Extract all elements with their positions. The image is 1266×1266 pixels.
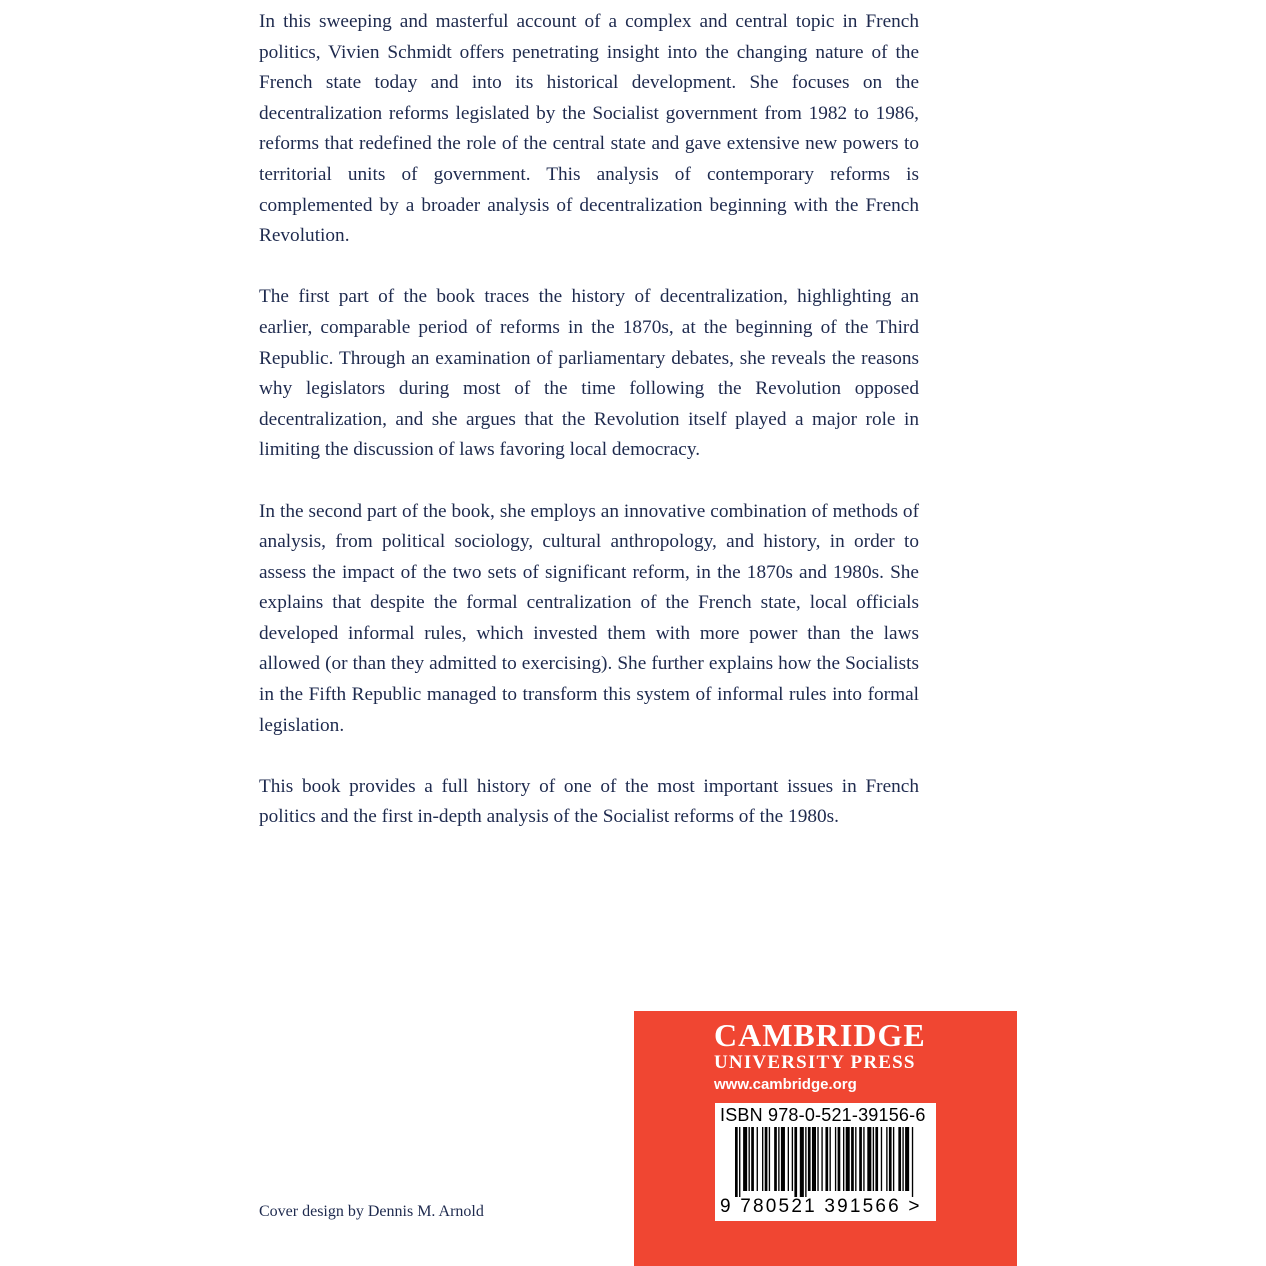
- ean-digits: 9 780521 391566 >: [720, 1196, 922, 1217]
- barcode-bar: [863, 1127, 864, 1191]
- barcode-bar: [905, 1127, 909, 1191]
- barcode-bar: [808, 1127, 811, 1191]
- barcode-bar: [821, 1127, 822, 1191]
- barcode-bar: [902, 1127, 903, 1191]
- barcode-bar: [805, 1127, 806, 1197]
- book-description: [259, 7, 919, 864]
- barcode-bar: [769, 1127, 770, 1191]
- barcode-bar: [794, 1127, 797, 1197]
- barcode-bar: [838, 1127, 841, 1191]
- description-paragraph-1: In this sweeping and masterful account of a complex and central topic in French politics, Vivien Schmidt offers penetrating insight into the changing nature of the French state today and into its historical development. She focuses on the decentralization reforms legislated by the Socialist government from 1982 to 1986, reforms that redefined the role of the central state and gave extensive new powers to territorial units of government. This analysis of contemporary reforms is complemented by a broader analysis of decentralization beginning with the French Revolution.: [259, 11, 919, 247]
- barcode-bar: [762, 1127, 763, 1191]
- barcode-bar: [778, 1127, 779, 1191]
- barcode-bar: [886, 1127, 887, 1191]
- barcode-bar: [781, 1127, 785, 1191]
- barcode-bar: [739, 1127, 740, 1197]
- description-paragraph-4: This book provides a full history of one of the most important issues in French politics and the first in-depth analysis of the Socialist reforms of the 1980s.: [259, 775, 919, 828]
- barcode-bars: [715, 1127, 936, 1197]
- barcode-bar: [867, 1127, 871, 1191]
- barcode-bar: [800, 1127, 804, 1197]
- publisher-website: www.cambridge.org: [714, 1076, 857, 1093]
- barcode-bar: [812, 1127, 816, 1191]
- barcode-bar: [893, 1127, 894, 1191]
- barcode-bar: [859, 1127, 862, 1191]
- barcode-bar: [735, 1127, 738, 1197]
- barcode-bar: [912, 1127, 913, 1197]
- barcode-bar: [855, 1127, 856, 1191]
- barcode-bar: [765, 1127, 768, 1191]
- barcode-bar: [743, 1127, 747, 1191]
- description-paragraph-2: The first part of the book traces the history of decentralization, highlighting an earlier, comparable period of reforms in the 1870s, at the beginning of the Third Republic. Through an examination of parliamentary debates, she reveals the reasons why legislators during most of the time following the Revolution opposed decentralization, and she argues that the Revolution itself played a major role in limiting the discussion of laws favoring local democracy.: [259, 286, 919, 461]
- description-paragraph-3: In the second part of the book, she employs an innovative combination of methods of analysis, from political sociology, cultural anthropology, and history, in order to assess the impact of the two sets of significant reform, in the 1870s and 1980s. She explains that despite the formal centralization of the French state, local officials developed informal rules, which invested them with more power than the laws allowed (or than they admitted to exercising). She further explains how the Socialists in the Fifth Republic managed to transform this system of informal rules into formal legislation.: [259, 500, 919, 736]
- barcode-bar: [835, 1127, 836, 1191]
- barcode-bar: [889, 1127, 892, 1191]
- barcode-bar: [792, 1127, 793, 1191]
- cover-design-credit: Cover design by Dennis M. Arnold: [259, 1203, 484, 1220]
- publisher-subtitle: UNIVERSITY PRESS: [714, 1052, 916, 1073]
- barcode-bar: [851, 1127, 854, 1191]
- barcode-bar: [881, 1127, 882, 1191]
- barcode-bar: [825, 1127, 828, 1191]
- barcode-bar: [830, 1127, 831, 1191]
- barcode-bar: [757, 1127, 758, 1191]
- barcode-bar: [817, 1127, 818, 1191]
- barcode-bar: [846, 1127, 850, 1191]
- barcode-bar: [875, 1127, 878, 1191]
- isbn-label: ISBN 978-0-521-39156-6: [720, 1105, 926, 1125]
- publisher-name: CAMBRIDGE: [714, 1017, 926, 1053]
- barcode-bar: [751, 1127, 754, 1191]
- barcode-bar: [774, 1127, 777, 1191]
- publisher-block: [634, 1011, 1017, 1266]
- barcode-panel: [715, 1103, 936, 1221]
- barcode-bar: [873, 1127, 874, 1191]
- barcode-bar: [788, 1127, 789, 1191]
- barcode-bar: [749, 1127, 750, 1191]
- barcode-bar: [843, 1127, 844, 1191]
- barcode-bar: [898, 1127, 901, 1191]
